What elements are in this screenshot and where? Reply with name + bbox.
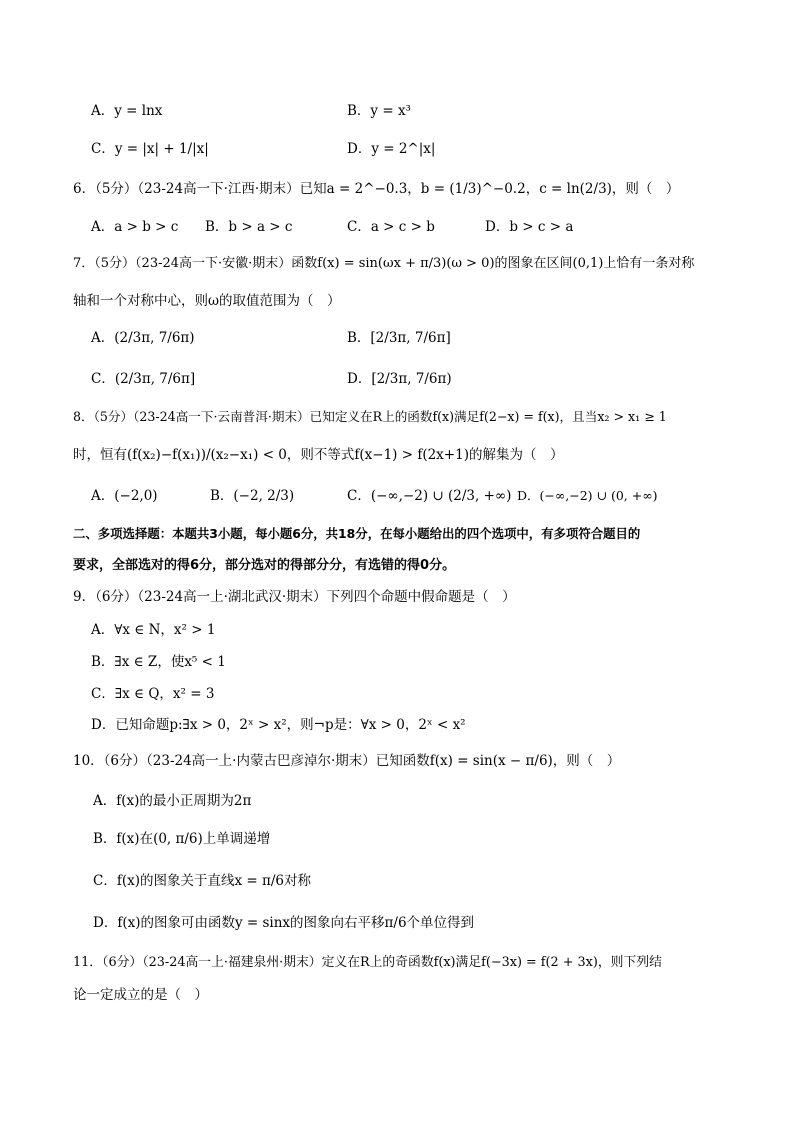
q9-option-c: C．∃x ∈ Q，x² = 3 (91, 686, 215, 702)
q8-option-d: D．(−∞,−2) ∪ (0, +∞) (517, 488, 658, 503)
q9-option-b: B．∃x ∈ Z，使x⁵ < 1 (91, 654, 226, 670)
q5-option-c: C．y = |x| + 1/|x| (91, 141, 209, 157)
q9-stem: 9．（6分）（23-24高一上·湖北武汉·期末）下列四个命题中假命题是（ ） (73, 589, 516, 605)
q5-option-b: B．y = x³ (347, 103, 411, 119)
q8-option-c: C．(−∞,−2) ∪ (2/3, +∞) (347, 488, 512, 504)
q7-option-d: D．[2/3π, 7/6π) (347, 371, 452, 387)
q10-option-c: C．f(x)的图象关于直线x = π/6对称 (93, 873, 311, 889)
q6-option-a: A．a > b > c (91, 219, 179, 235)
section2-heading-line1: 二、多项选择题：本题共3小题，每小题6分，共18分，在每小题给出的四个选项中，有多项符合题目的 (73, 526, 641, 541)
q6-stem: 6．（5分）（23-24高一下·江西·期末）已知a = 2^−0.3，b = (1/3)^−0.2，c = ln(2/3)，则（ ） (73, 181, 680, 197)
q8-option-b: B．(−2, 2/3) (210, 488, 295, 504)
q8-stem-line1: 8．（5分）（23-24高一下·云南普洱·期末）已知定义在R上的函数f(x)满足f(2−x) = f(x)，且当x₂ > x₁ ≥ 1 (73, 409, 667, 424)
q5-option-d: D．y = 2^|x| (347, 141, 436, 157)
q6-option-c: C．a > c > b (347, 219, 435, 235)
q7-option-c: C．(2/3π, 7/6π] (91, 371, 196, 387)
q6-option-b: B．b > a > c (205, 219, 293, 235)
q8-option-a: A．(−2,0) (91, 488, 158, 504)
q9-option-a: A．∀x ∈ N，x² > 1 (91, 622, 216, 638)
q11-stem-line1: 11．（6分）（23-24高一上·福建泉州·期末）定义在R上的奇函数f(x)满足f(−3x) = f(2 + 3x)，则下列结 (73, 955, 662, 970)
section2-heading-line2: 要求，全部选对的得6分，部分选对的得部分分，有选错的得0分。 (73, 558, 456, 573)
q9-option-d: D．已知命题p:∃x > 0，2ˣ > x²，则¬p是：∀x > 0，2ˣ < x² (91, 717, 466, 733)
q6-option-d: D．b > c > a (485, 219, 574, 235)
q10-stem: 10．（6分）（23-24高一上·内蒙古巴彦淖尔·期末）已知函数f(x) = sin(x − π/6)，则（ ） (73, 753, 621, 769)
q7-option-a: A．(2/3π, 7/6π) (91, 330, 195, 346)
q7-option-b: B．[2/3π, 7/6π] (347, 330, 451, 346)
q10-option-d: D．f(x)的图象可由函数y = sinx的图象向右平移π/6个单位得到 (93, 915, 475, 931)
q7-stem-line1: 7．（5分）（23-24高一下·安徽·期末）函数f(x) = sin(ωx + π/3)(ω > 0)的图象在区间(0,1)上恰有一条对称 (73, 256, 695, 271)
q10-option-a: A．f(x)的最小正周期为2π (93, 793, 252, 809)
q11-stem-line2: 论一定成立的是（ ） (73, 987, 208, 1003)
q5-option-a: A．y = lnx (91, 103, 163, 119)
q7-stem-line2: 轴和一个对称中心，则ω的取值范围为（ ） (73, 293, 341, 309)
q10-option-b: B．f(x)在(0, π/6)上单调递增 (93, 831, 271, 847)
q8-stem-line2: 时，恒有(f(x₂)−f(x₁))/(x₂−x₁) < 0，则不等式f(x−1) > f(2x+1)的解集为（ ） (73, 447, 564, 463)
